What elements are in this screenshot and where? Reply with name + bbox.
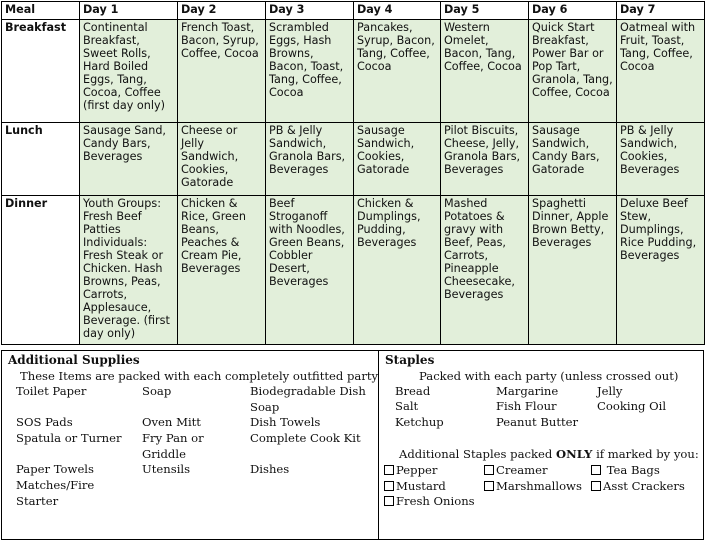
staples-title: Staples bbox=[385, 353, 435, 367]
optional-staple-tea-bags[interactable]: Tea Bags bbox=[591, 462, 660, 478]
supplies-section bbox=[1, 350, 704, 540]
menu-cell: Continental Breakfast, Sweet Rolls, Hard Boiled Eggs, Tang, Cocoa, Coffee (first day only) bbox=[80, 20, 178, 123]
optional-note-text: if marked by you: bbox=[592, 447, 699, 461]
checkbox[interactable] bbox=[384, 481, 394, 491]
staples-note: Packed with each party (unless crossed out) bbox=[419, 369, 679, 383]
menu-cell: French Toast, Bacon, Syrup, Coffee, Cocoa bbox=[178, 20, 266, 123]
meal-column-header: Meal bbox=[2, 2, 80, 20]
menu-cell: Beef Stroganoff with Noodles, Green Beans, Cobbler Desert, Beverages bbox=[266, 196, 354, 345]
staple-item: Peanut Butter bbox=[496, 415, 579, 429]
menu-cell: Western Omelet, Bacon, Tang, Coffee, Cocoa bbox=[441, 20, 529, 123]
menu-cell: Youth Groups: Fresh Beef Patties Individuals: Fresh Steak or Chicken. Hash Browns, Peas, Carrots, Applesauce, Beverage. (first day only) bbox=[80, 196, 178, 345]
supply-item: Soap bbox=[142, 384, 172, 398]
day-column-header: Day 2 bbox=[178, 2, 266, 20]
supply-item: Toilet Paper bbox=[16, 384, 87, 398]
supply-item: Dish Towels bbox=[250, 415, 321, 429]
supply-item: Utensils bbox=[142, 462, 191, 476]
checkbox[interactable] bbox=[384, 465, 394, 475]
staple-item: Salt bbox=[395, 399, 419, 413]
meal-label: Dinner bbox=[2, 196, 80, 345]
checkbox[interactable] bbox=[484, 481, 494, 491]
supply-item: Matches/Fire Starter bbox=[16, 478, 95, 508]
menu-cell: Sausage Sandwich, Candy Bars, Gatorade bbox=[529, 123, 617, 196]
menu-cell: PB & Jelly Sandwich, Granola Bars, Beverages bbox=[266, 123, 354, 196]
day-column-header: Day 4 bbox=[354, 2, 441, 20]
checkbox[interactable] bbox=[384, 496, 394, 506]
menu-cell: Quick Start Breakfast, Power Bar or Pop Tart, Granola, Tang, Coffee, Cocoa bbox=[529, 20, 617, 123]
checkbox[interactable] bbox=[591, 481, 601, 491]
day-column-header: Day 6 bbox=[529, 2, 617, 20]
supply-item: Oven Mitt bbox=[142, 415, 201, 429]
menu-cell: Scrambled Eggs, Hash Browns, Bacon, Toast, Tang, Coffee, Cocoa bbox=[266, 20, 354, 123]
supply-item: Fry Pan or Griddle bbox=[142, 431, 204, 461]
staple-item: Jelly bbox=[597, 384, 623, 398]
optional-staple-creamer[interactable]: Creamer bbox=[484, 462, 548, 478]
optional-staple-mustard[interactable]: Mustard bbox=[384, 478, 446, 494]
menu-cell: Cheese or Jelly Sandwich, Cookies, Gatorade bbox=[178, 123, 266, 196]
optional-note-text: Additional Staples packed bbox=[399, 447, 557, 461]
menu-cell: Chicken & Dumplings, Pudding, Beverages bbox=[354, 196, 441, 345]
table-header-row bbox=[2, 2, 705, 20]
staple-item: Cooking Oil bbox=[597, 399, 667, 413]
additional-supplies-title: Additional Supplies bbox=[8, 353, 140, 367]
checkbox[interactable] bbox=[591, 465, 601, 475]
staples-panel bbox=[379, 351, 703, 539]
optional-staple-fresh-onions[interactable]: Fresh Onions bbox=[384, 493, 475, 509]
menu-cell: Deluxe Beef Stew, Dumplings, Rice Pudding, Beverages bbox=[617, 196, 705, 345]
supply-item: Dishes bbox=[250, 462, 290, 476]
breakfast-row bbox=[2, 20, 705, 123]
menu-cell: Oatmeal with Fruit, Toast, Tang, Coffee, Cocoa bbox=[617, 20, 705, 123]
optional-staple-pepper[interactable]: Pepper bbox=[384, 462, 437, 478]
day-column-header: Day 1 bbox=[80, 2, 178, 20]
staple-item: Bread bbox=[395, 384, 431, 398]
meal-label: Lunch bbox=[2, 123, 80, 196]
optional-note-emphasis: ONLY bbox=[556, 447, 593, 461]
optional-staple-marshmallows[interactable]: Marshmallows bbox=[484, 478, 582, 494]
supply-item: SOS Pads bbox=[16, 415, 73, 429]
dinner-row bbox=[2, 196, 705, 345]
menu-cell: Chicken & Rice, Green Beans, Peaches & Cream Pie, Beverages bbox=[178, 196, 266, 345]
menu-cell: Spaghetti Dinner, Apple Brown Betty, Beverages bbox=[529, 196, 617, 345]
staple-item: Ketchup bbox=[395, 415, 444, 429]
day-column-header: Day 5 bbox=[441, 2, 529, 20]
optional-staples-note bbox=[399, 447, 699, 461]
supply-item: Spatula or Turner bbox=[16, 431, 122, 445]
menu-cell: Mashed Potatoes & gravy with Beef, Peas, Carrots, Pineapple Cheesecake, Beverages bbox=[441, 196, 529, 345]
additional-supplies-panel bbox=[2, 351, 379, 539]
checkbox[interactable] bbox=[484, 465, 494, 475]
supply-item: Paper Towels bbox=[16, 462, 94, 476]
lunch-row bbox=[2, 123, 705, 196]
optional-staple-asst-crackers[interactable]: Asst Crackers bbox=[591, 478, 685, 494]
menu-cell: Pancakes, Syrup, Bacon, Tang, Coffee, Cocoa bbox=[354, 20, 441, 123]
menu-cell: Sausage Sandwich, Cookies, Gatorade bbox=[354, 123, 441, 196]
day-column-header: Day 3 bbox=[266, 2, 354, 20]
additional-supplies-note: These Items are packed with each completely outfitted party bbox=[20, 369, 379, 383]
meal-plan-table bbox=[1, 1, 705, 345]
supply-item: Complete Cook Kit bbox=[250, 431, 361, 445]
menu-cell: Pilot Biscuits, Cheese, Jelly, Granola Bars, Beverages bbox=[441, 123, 529, 196]
meal-label: Breakfast bbox=[2, 20, 80, 123]
supply-item: Biodegradable Dish Soap bbox=[250, 384, 366, 414]
staple-item: Fish Flour bbox=[496, 399, 557, 413]
menu-cell: Sausage Sand, Candy Bars, Beverages bbox=[80, 123, 178, 196]
menu-cell: PB & Jelly Sandwich, Cookies, Beverages bbox=[617, 123, 705, 196]
staple-item: Margarine bbox=[496, 384, 559, 398]
day-column-header: Day 7 bbox=[617, 2, 705, 20]
